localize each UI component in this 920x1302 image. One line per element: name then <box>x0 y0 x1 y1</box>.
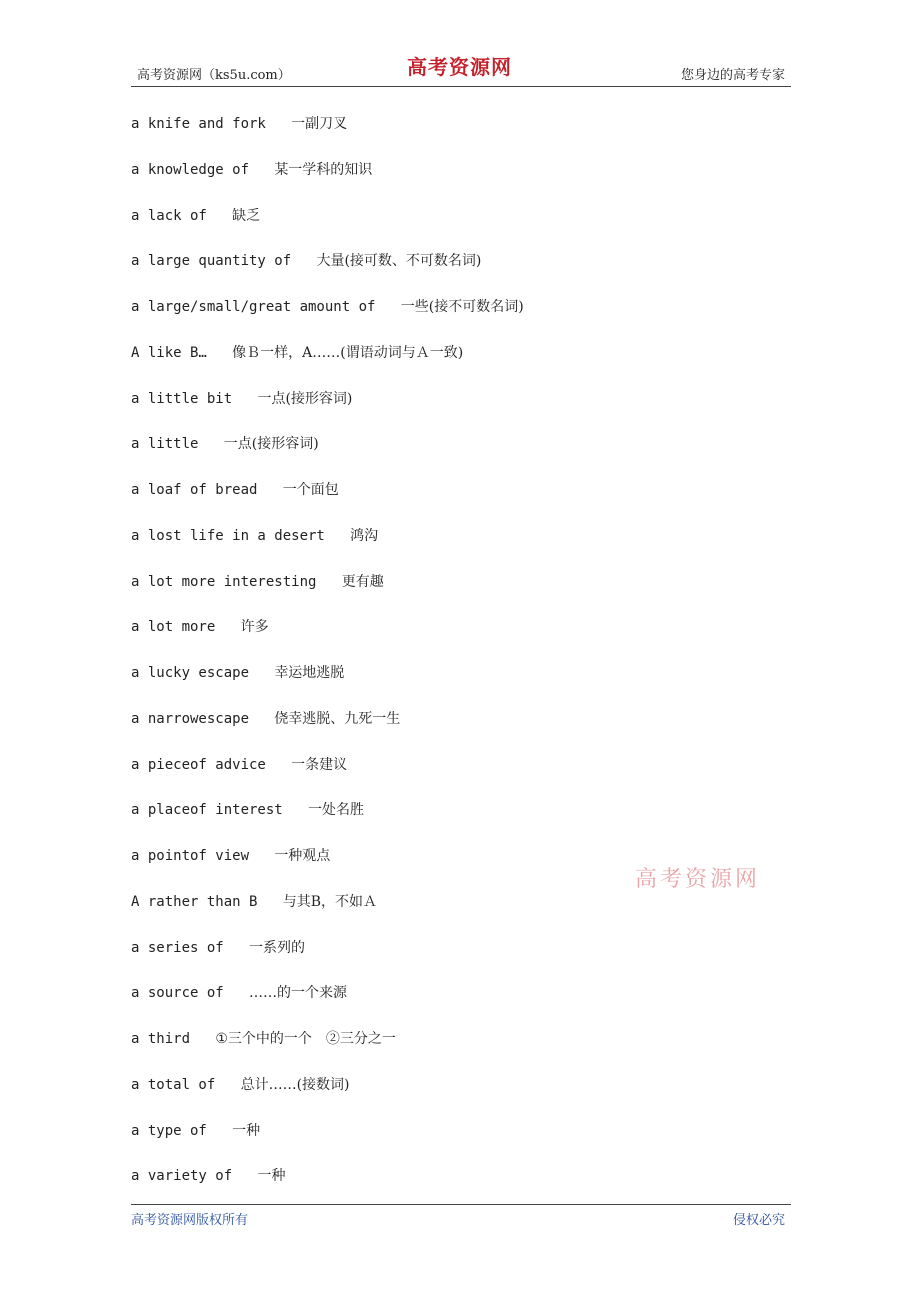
phrase-english: a lack of <box>131 207 207 224</box>
phrase-chinese: 一处名胜 <box>308 802 365 819</box>
phrase-english: a variety of <box>131 1168 233 1185</box>
phrase-entry <box>131 984 347 1002</box>
phrase-chinese: 幸运地逃脱 <box>274 665 345 681</box>
phrase-chinese: 缺乏 <box>232 207 261 224</box>
footer-rights-notice: 侵权必究 <box>732 1213 785 1228</box>
phrase-entry <box>131 1167 285 1185</box>
phrase-english: a little bit <box>131 390 233 407</box>
phrase-chinese: 一种 <box>232 1122 261 1139</box>
phrase-chinese: 一种观点 <box>274 848 331 864</box>
phrase-english: A rather than B <box>131 893 258 910</box>
phrase-entry <box>131 207 260 225</box>
phrase-entry <box>131 390 352 408</box>
page-footer <box>131 1204 791 1228</box>
phrase-chinese: 侥幸逃脱、九死一生 <box>274 710 401 727</box>
phrase-entry <box>131 618 269 636</box>
phrase-english: a pointof view <box>131 848 250 864</box>
phrase-english: a lucky escape <box>131 665 250 681</box>
watermark-logo: 高考资源网 <box>635 867 761 892</box>
phrase-english: a knife and fork <box>131 116 266 132</box>
phrase-chinese: ……的一个来源 <box>249 985 348 1002</box>
phrase-chinese: 更有趣 <box>341 573 384 590</box>
phrase-chinese: ①三个中的一个 ②三分之一 <box>215 1031 396 1047</box>
phrase-entry <box>131 573 384 591</box>
phrase-chinese: 一点(接形容词) <box>223 436 319 453</box>
phrase-english: a total of <box>131 1076 216 1093</box>
phrase-english: a type of <box>131 1122 207 1139</box>
phrase-entry <box>131 939 305 957</box>
phrase-chinese: 像Ｂ一样，A……(谓语动词与Ａ一致) <box>232 344 464 361</box>
phrase-entry <box>131 527 378 545</box>
phrase-entry <box>131 1030 396 1048</box>
phrase-english: a third <box>131 1031 191 1047</box>
phrase-chinese: 一系列的 <box>249 939 306 956</box>
phrase-english: a lost life in a desert <box>131 527 325 544</box>
phrase-english: a placeof interest <box>131 802 283 819</box>
phrase-chinese: 鸿沟 <box>350 527 379 544</box>
phrase-entry <box>131 252 481 270</box>
header-logo: 高考资源网 <box>407 55 512 79</box>
phrase-entry <box>131 1076 350 1094</box>
phrase-english: a large quantity of <box>131 253 292 270</box>
phrase-entry <box>131 756 347 774</box>
phrase-entry <box>131 801 364 819</box>
phrase-english: a loaf of bread <box>131 482 258 498</box>
phrase-english: a source of <box>131 985 224 1002</box>
phrase-english: a narrowescape <box>131 710 250 727</box>
page-header <box>131 55 791 87</box>
phrase-chinese: 一些(接不可数名词) <box>400 299 524 315</box>
phrase-chinese: 一点(接形容词) <box>257 390 353 407</box>
phrase-entry <box>131 298 524 316</box>
phrase-chinese: 一副刀叉 <box>291 116 348 132</box>
phrase-english: a little <box>131 436 199 453</box>
phrase-entry <box>131 344 463 362</box>
phrase-chinese: 大量(接可数、不可数名词) <box>316 253 482 270</box>
phrase-entry <box>131 435 319 453</box>
header-slogan: 您身边的高考专家 <box>680 68 785 83</box>
phrase-entry <box>131 481 339 499</box>
phrase-english: a lot more interesting <box>131 573 317 590</box>
phrase-chinese: 一条建议 <box>291 756 348 773</box>
phrase-entry <box>131 847 330 865</box>
phrase-entry <box>131 115 347 133</box>
phrase-chinese: 总计……(接数词) <box>240 1076 350 1093</box>
phrase-english: a pieceof advice <box>131 756 266 773</box>
phrase-chinese: 与其B，不如Ａ <box>282 893 378 910</box>
phrase-chinese: 一个面包 <box>282 482 339 498</box>
phrase-chinese: 许多 <box>240 619 269 636</box>
footer-copyright: 高考资源网版权所有 <box>131 1213 249 1228</box>
phrase-english: a knowledge of <box>131 161 250 178</box>
phrase-english: a series of <box>131 939 224 956</box>
phrase-entry <box>131 1122 260 1140</box>
phrase-entry <box>131 710 400 728</box>
phrase-english: a large/small/great amount of <box>131 299 376 315</box>
phrase-english: A like B… <box>131 344 207 361</box>
phrase-chinese: 一种 <box>257 1168 286 1185</box>
phrase-entry <box>131 664 344 682</box>
phrase-entry <box>131 161 372 179</box>
header-site-name: 高考资源网（ks5u.com） <box>137 68 291 83</box>
phrase-chinese: 某一学科的知识 <box>274 161 373 178</box>
phrase-entry <box>131 893 377 911</box>
phrase-english: a lot more <box>131 619 216 636</box>
